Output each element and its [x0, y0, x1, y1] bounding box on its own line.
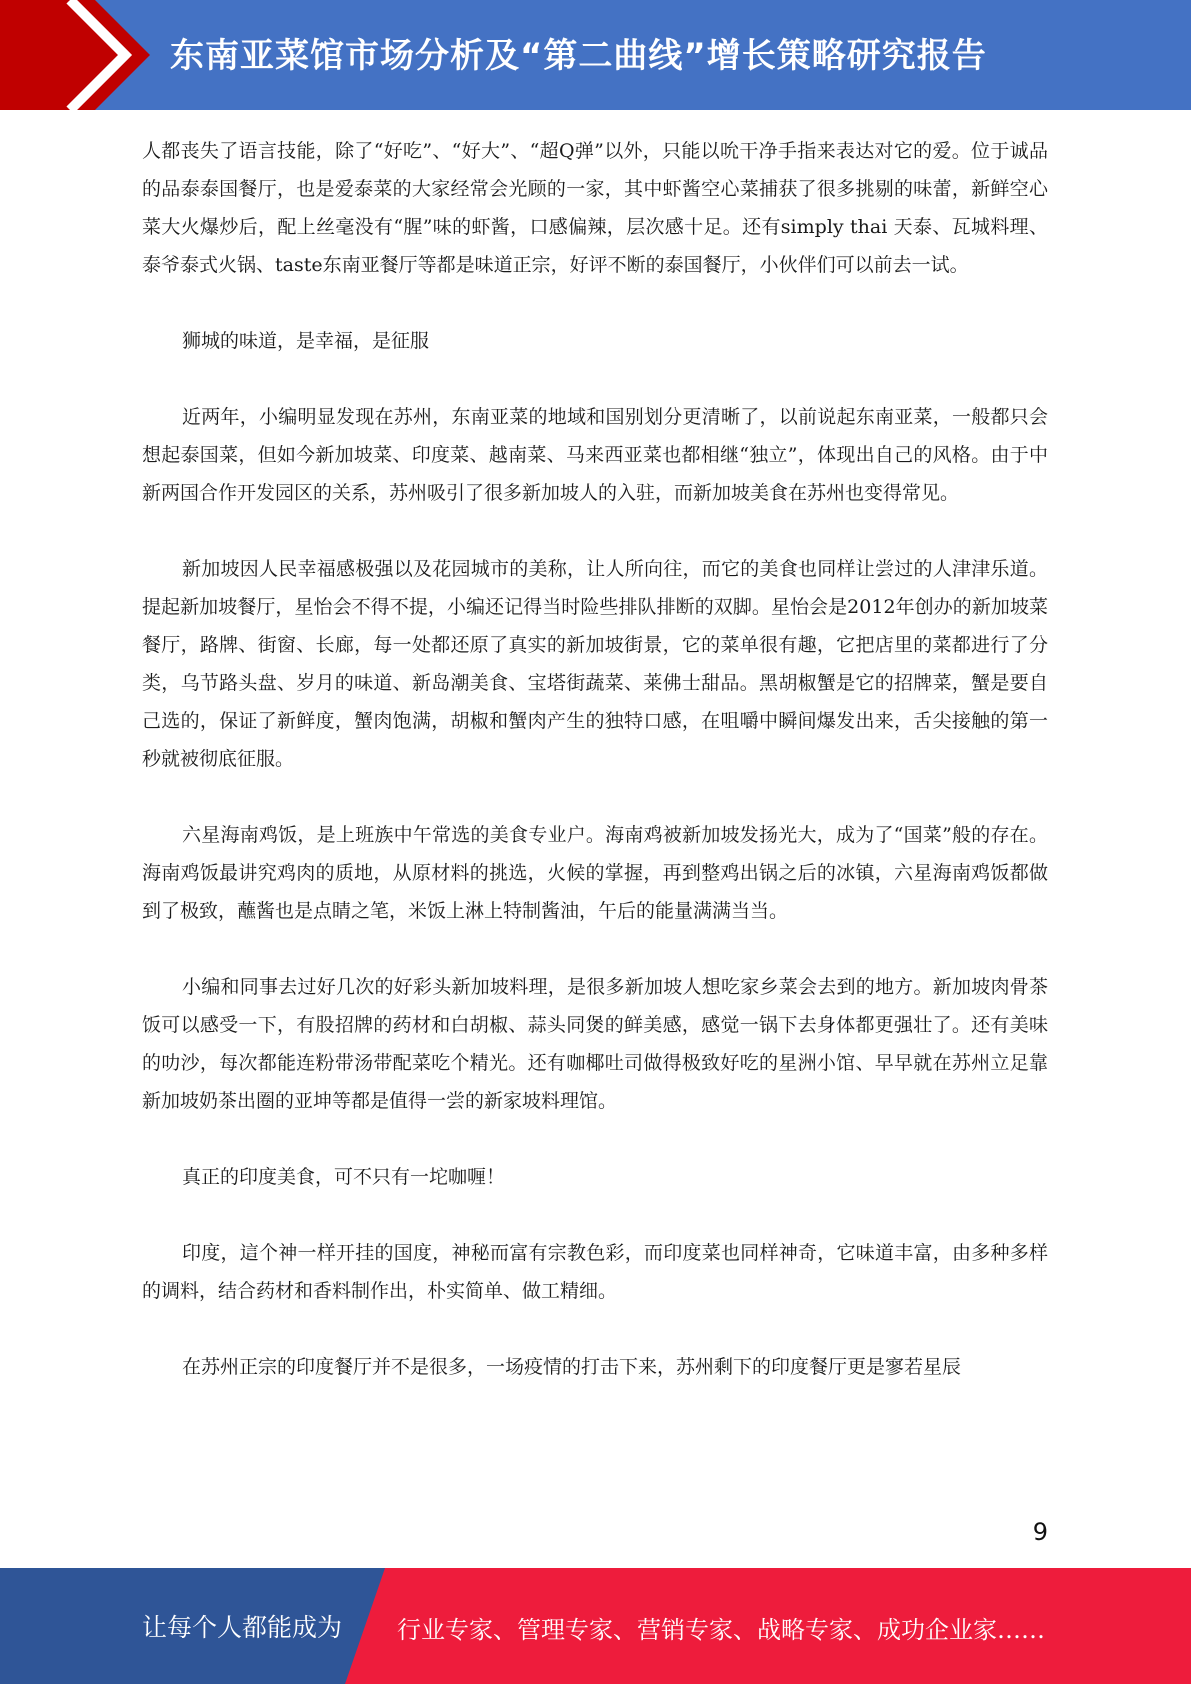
- paragraph: 新加坡因人民幸福感极强以及花园城市的美称，让人所向往，而它的美食也同样让尝过的人津津乐道。提起新加坡餐厅，星怡会不得不提，小编还记得当时险些排队排断的双脚。星怡会是2012年创办的新加坡菜餐厅，路牌、街窗、长廊，每一处都还原了真实的新加坡街景，它的菜单很有趣，它把店里的菜都进行了分类，乌节路头盘、岁月的味道、新岛潮美食、宝塔街蔬菜、莱佛士甜品。黑胡椒蟹是它的招牌菜，蟹是要自己选的，保证了新鲜度，蟹肉饱满，胡椒和蟹肉产生的独特口感，在咀嚼中瞬间爆发出来，舌尖接触的第一秒就被彻底征服。: [142, 558, 1048, 770]
- document-body: [142, 132, 1048, 1424]
- report-title: 东南亚菜馆市场分析及“第二曲线”增长策略研究报告: [170, 36, 987, 76]
- paragraph: 六星海南鸡饭，是上班族中午常选的美食专业户。海南鸡被新加坡发扬光大，成为了“国菜”般的存在。海南鸡饭最讲究鸡肉的质地，从原材料的挑选，火候的掌握，再到整鸡出锅之后的冰镇，六星海南鸡饭都做到了极致，蘸酱也是点睛之笔，米饭上淋上特制酱油，午后的能量满满当当。: [142, 824, 1048, 922]
- paragraph: 小编和同事去过好几次的好彩头新加坡料理，是很多新加坡人想吃家乡菜会去到的地方。新加坡肉骨茶饭可以感受一下，有股招牌的药材和白胡椒、蒜头同煲的鲜美感，感觉一锅下去身体都更强壮了。还有美味的叻沙，每次都能连粉带汤带配菜吃个精光。还有咖椰吐司做得极致好吃的星洲小馆、早早就在苏州立足靠新加坡奶茶出圈的亚坤等都是值得一尝的新家坡料理馆。: [142, 976, 1048, 1112]
- paragraph: 印度，這个神一样开挂的国度，神秘而富有宗教色彩，而印度菜也同样神奇，它味道丰富，由多种多样的调料，结合药材和香料制作出，朴实简单、做工精细。: [142, 1242, 1048, 1302]
- footer-slogan-left: 让每个人都能成为: [142, 1613, 343, 1642]
- section-heading: 真正的印度美食，可不只有一坨咖喱！: [182, 1166, 506, 1188]
- page-number: 9: [1032, 1518, 1048, 1546]
- paragraph: 在苏州正宗的印度餐厅并不是很多，一场疫情的打击下来，苏州剩下的印度餐厅更是寥若星辰: [182, 1356, 962, 1378]
- section-heading: 狮城的味道，是幸福，是征服: [182, 330, 430, 352]
- paragraph: 人都丧失了语言技能，除了“好吃”、“好大”、“超Q弹”以外，只能以吮干净手指来表达对它的爱。位于诚品的品泰泰国餐厅，也是爱泰菜的大家经常会光顾的一家，其中虾酱空心菜捕获了很多挑剔的味蕾，新鲜空心菜大火爆炒后，配上丝毫没有“腥”味的虾酱，口感偏辣，层次感十足。还有simply thai 天泰、瓦城料理、泰爷泰式火锅、taste东南亚餐厅等都是味道正宗，好评不断的泰国餐厅，小伙伴们可以前去一试。: [142, 140, 1048, 276]
- footer-banner: [0, 1568, 1191, 1684]
- footer-slogan-right: 行业专家、管理专家、营销专家、战略专家、成功企业家……: [397, 1616, 1045, 1644]
- paragraph: 近两年，小编明显发现在苏州，东南亚菜的地域和国别划分更清晰了，以前说起东南亚菜，一般都只会想起泰国菜，但如今新加坡菜、印度菜、越南菜、马来西亚菜也都相继“独立”，体现出自己的风格。由于中新两国合作开发园区的关系，苏州吸引了很多新加坡人的入驻，而新加坡美食在苏州也变得常见。: [142, 406, 1048, 504]
- header-banner: [0, 0, 1191, 110]
